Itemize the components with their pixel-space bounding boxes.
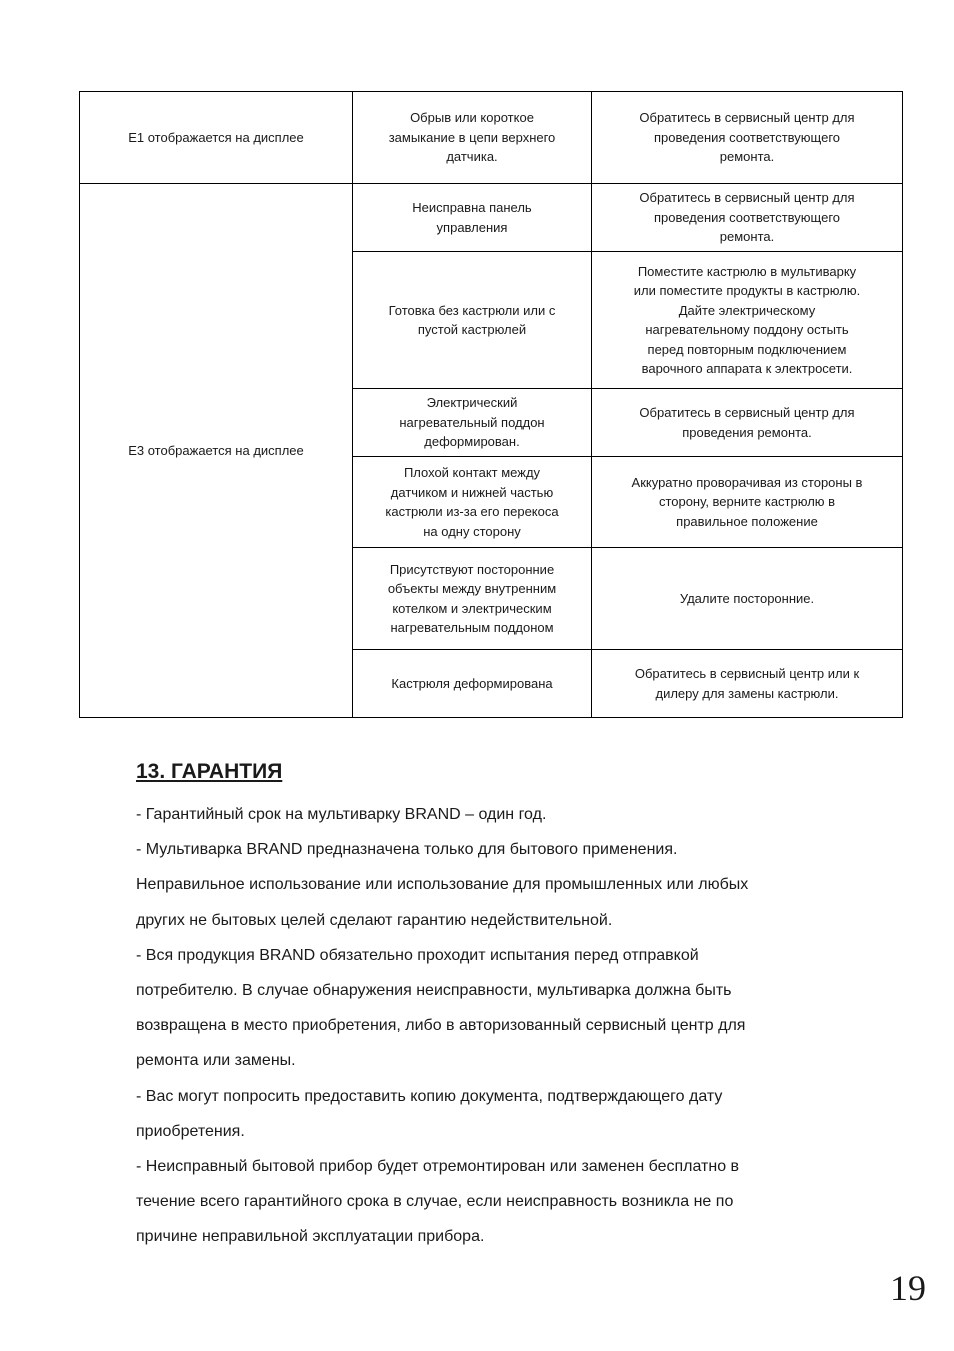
paragraph: - Мультиварка BRAND предназначена только для бытового применения. Неправильное использование или использование для промышленных или любых других не бытовых целей сделают гарантию недействительной. [136,841,749,929]
paragraph: - Гарантийный срок на мультиварку BRAND – один год. [136,806,547,823]
solution-cell [592,92,903,184]
troubleshooting-table [79,91,903,718]
cause-text: Присутствуют посторонние объекты между внутренним котелком и электрическим нагревательным поддоном [387,561,557,635]
section-title: 13. ГАРАНТИЯ [136,760,283,783]
table-row [80,92,903,184]
page-number: 19 [890,1268,926,1308]
cause-text: Обрыв или короткое замыкание в цепи верхнего датчика. [388,110,556,165]
cause-cell [353,457,592,548]
symptom-cell [80,92,353,184]
solution-text: Поместите кастрюлю в мультиварку или поместите продукты в кастрюлю. Дайте электрическому нагревательному поддону остыть перед повторным подключением варочного аппарата к электросети. [633,263,861,376]
solution-cell [592,457,903,548]
solution-text: Обратитесь в сервисный центр для проведения соответствующего ремонта. [639,110,855,165]
solution-cell [592,650,903,718]
solution-text: Аккуратно проворачивая из стороны в сторону, верните кастрюлю в правильное положение [631,474,863,529]
cause-cell [353,389,592,457]
cause-text: Плохой контакт между датчиком и нижней частью кастрюли из-за его перекоса на одну сторону [385,465,559,539]
symptom-cell [80,184,353,718]
paragraph: - Неисправный бытовой прибор будет отремонтирован или заменен бесплатно в течение всего гарантийного срока в случае, если неисправность возникла не по причине неправильной эксплуатации прибора. [136,1158,740,1246]
solution-cell [592,389,903,457]
solution-text: Обратитесь в сервисный центр для проведения ремонта. [639,405,855,440]
paragraph: - Вас могут попросить предоставить копию документа, подтверждающего дату приобретения. [136,1087,723,1140]
solution-text: Обратитесь в сервисный центр для проведения соответствующего ремонта. [639,190,855,245]
cause-cell [353,650,592,718]
solution-text: Обратитесь в сервисный центр или к дилеру для замены кастрюли. [634,666,860,701]
solution-cell [592,184,903,252]
cause-cell [353,184,592,252]
symptom-text: E3 отображается на дисплее [128,442,304,458]
cause-text: Готовка без кастрюли или с пустой кастрюлей [388,302,556,337]
solution-cell [592,548,903,650]
paragraph: - Вся продукция BRAND обязательно проходит испытания перед отправкой потребителю. В случае обнаружения неисправности, мультиварка должна быть возвращена в место приобретения, либо в авторизованный сервисный центр для ремонта или замены. [136,946,746,1070]
cause-cell [353,92,592,184]
symptom-text: E1 отображается на дисплее [128,129,304,145]
cause-text: Неисправна панель управления [412,200,532,235]
table-row [80,184,903,252]
cause-cell [353,252,592,389]
solution-cell [592,252,903,389]
solution-text: Удалите посторонние. [679,590,815,606]
warranty-text [136,797,836,1255]
cause-cell [353,548,592,650]
cause-text: Кастрюля деформирована [391,675,553,691]
cause-text: Электрический нагревательный поддон деформирован. [399,395,545,450]
